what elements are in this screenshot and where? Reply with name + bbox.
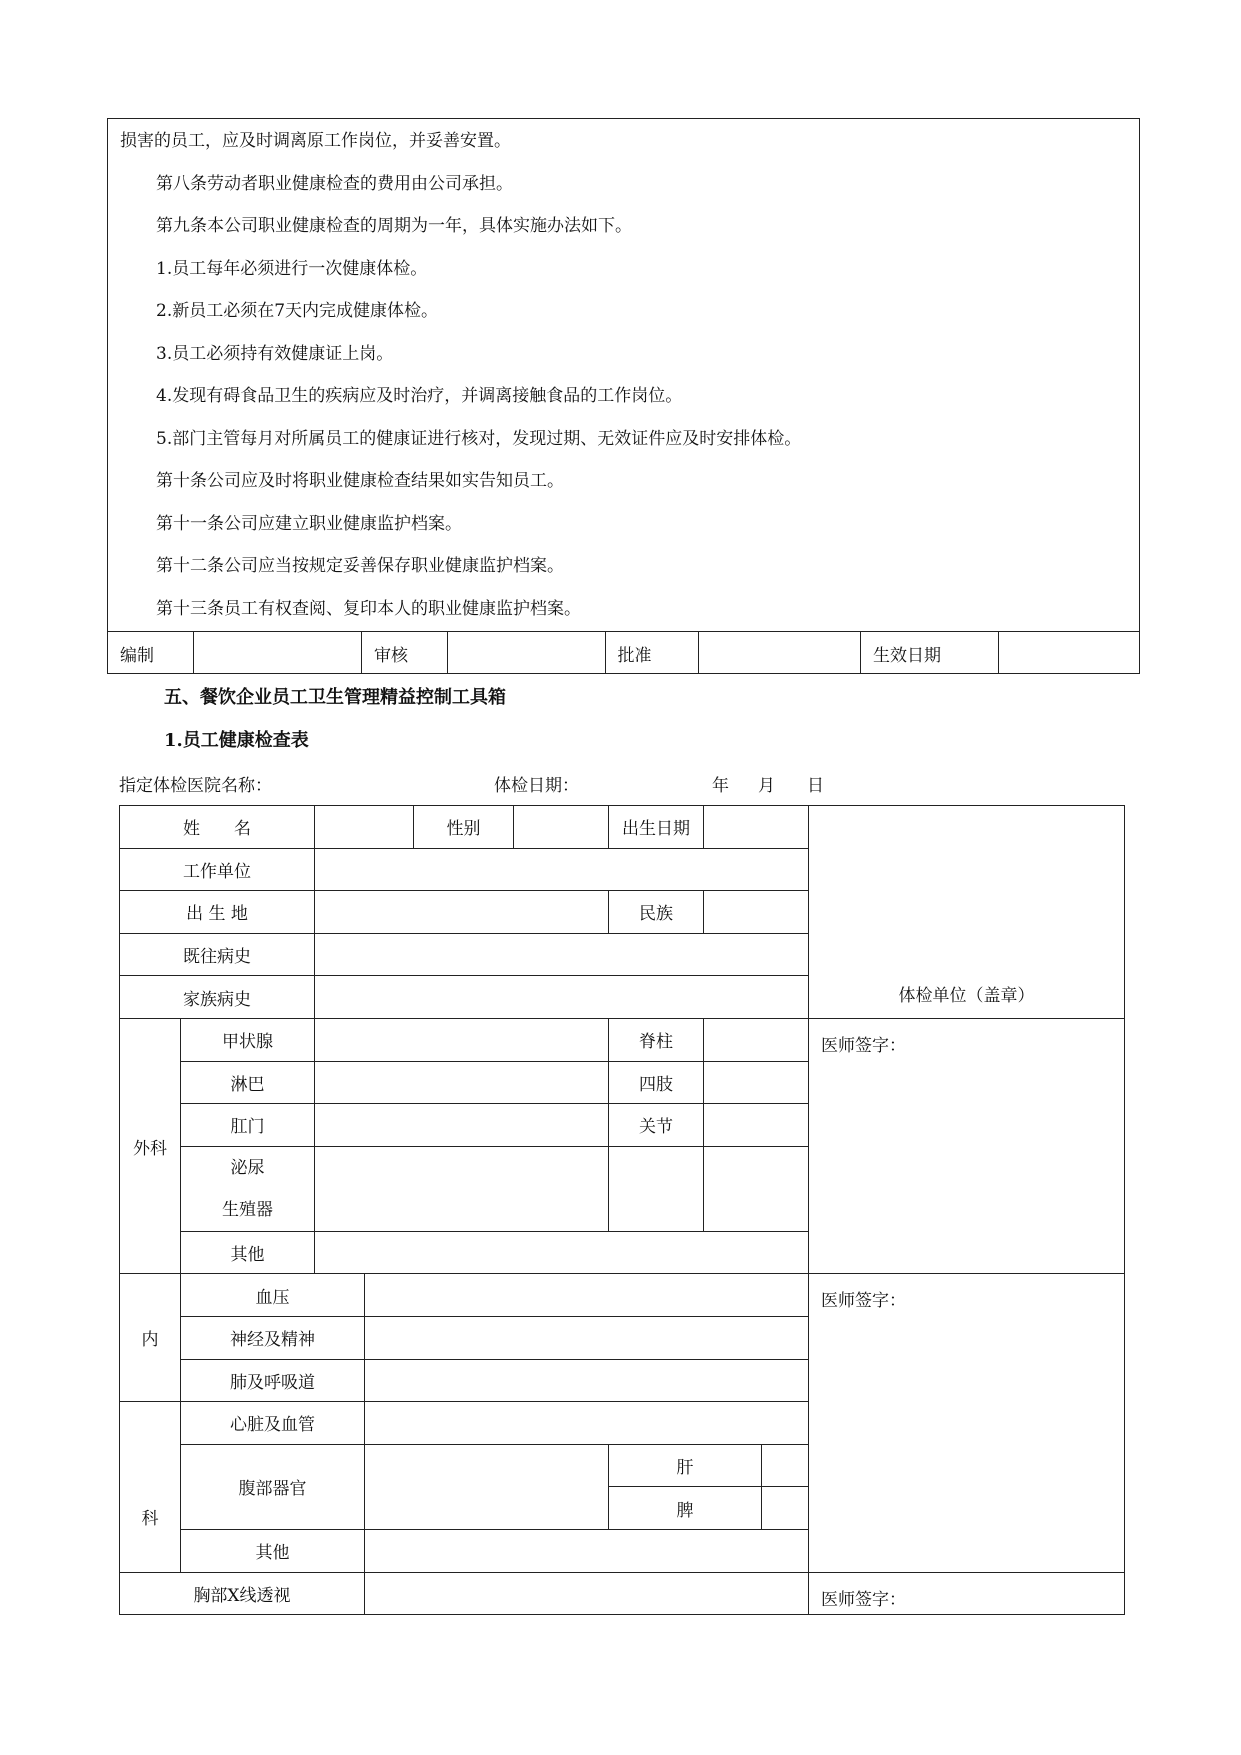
gender-label: 性别 (414, 806, 514, 849)
birthplace-field[interactable] (315, 891, 609, 934)
urogenital-field[interactable] (315, 1146, 609, 1231)
family-history-field[interactable] (315, 976, 809, 1019)
regulation-line: 第十二条公司应当按规定妥善保存职业健康监护档案。 (156, 556, 564, 576)
joints-label: 关节 (609, 1104, 704, 1147)
chest-xray-field[interactable] (365, 1572, 809, 1615)
sign-label-approver: 批准 (605, 632, 699, 675)
regulation-line: 4.发现有碍食品卫生的疾病应及时治疗，并调离接触食品的工作岗位。 (156, 386, 683, 406)
regulation-line: 第十一条公司应建立职业健康监护档案。 (156, 514, 462, 534)
lymph-label: 淋巴 (181, 1061, 315, 1104)
heart-field[interactable] (365, 1402, 809, 1445)
regulation-line: 5.部门主管每月对所属员工的健康证进行核对，发现过期、无效证件应及时安排体检。 (156, 429, 802, 449)
hospital-label: 指定体检医院名称： (119, 776, 272, 796)
regulation-line: 第十条公司应及时将职业健康检查结果如实告知员工。 (156, 471, 564, 491)
urogenital-extra-label (609, 1146, 704, 1231)
nerve-field[interactable] (365, 1316, 809, 1359)
regulation-line: 第九条本公司职业健康检查的周期为一年，具体实施办法如下。 (156, 216, 632, 236)
birth-date-field[interactable] (704, 806, 809, 849)
anus-field[interactable] (315, 1104, 609, 1147)
sign-field-reviewer[interactable] (447, 632, 605, 675)
joints-field[interactable] (704, 1104, 809, 1147)
blood-pressure-field[interactable] (365, 1274, 809, 1317)
regulation-box (107, 118, 1140, 674)
urinary-label: 泌尿 (230, 1157, 265, 1178)
birth-date-label: 出生日期 (609, 806, 704, 849)
anus-label: 肛门 (181, 1104, 315, 1147)
regulation-line: 2.新员工必须在7天内完成健康体检。 (156, 301, 439, 321)
sign-label-effective-date: 生效日期 (860, 632, 998, 675)
section-title: 五、餐饮企业员工卫生管理精益控制工具箱 (164, 687, 506, 708)
heart-label: 心脏及血管 (181, 1402, 365, 1445)
name-label: 姓 名 (120, 806, 315, 849)
family-history-label: 家族病史 (120, 976, 315, 1019)
spleen-field[interactable] (762, 1487, 809, 1530)
blood-pressure-label: 血压 (181, 1274, 365, 1317)
exam-date-label: 体检日期： (494, 776, 579, 796)
limbs-label: 四肢 (609, 1061, 704, 1104)
internal-label-bottom: 科 (120, 1402, 181, 1572)
abdomen-field[interactable] (365, 1444, 609, 1529)
genital-label: 生殖器 (222, 1199, 273, 1220)
spine-label: 脊柱 (609, 1018, 704, 1061)
urogenital-label (181, 1146, 315, 1231)
regulation-line: 损害的员工，应及时调离原工作岗位，并妥善安置。 (120, 131, 511, 151)
surgery-other-label: 其他 (181, 1231, 315, 1274)
thyroid-field[interactable] (315, 1018, 609, 1061)
thyroid-label: 甲状腺 (181, 1018, 315, 1061)
sign-field-editor[interactable] (194, 632, 362, 675)
approval-row (108, 631, 1139, 674)
name-field[interactable] (315, 806, 414, 849)
regulation-line: 1.员工每年必须进行一次健康体检。 (156, 259, 428, 279)
surgery-other-field[interactable] (315, 1231, 809, 1274)
sign-field-effective-date[interactable] (998, 632, 1139, 675)
work-unit-label: 工作单位 (120, 848, 315, 891)
gender-field[interactable] (514, 806, 609, 849)
ethnicity-field[interactable] (704, 891, 809, 934)
spleen-label: 脾 (609, 1487, 762, 1530)
sign-label-reviewer: 审核 (361, 632, 447, 675)
regulation-line: 第八条劳动者职业健康检查的费用由公司承担。 (156, 174, 513, 194)
lymph-field[interactable] (315, 1061, 609, 1104)
sign-label-editor: 编制 (108, 632, 194, 675)
month-label: 月 (758, 776, 775, 796)
ethnicity-label: 民族 (609, 891, 704, 934)
regulation-line: 第十三条员工有权查阅、复印本人的职业健康监护档案。 (156, 599, 581, 619)
liver-label: 肝 (609, 1444, 762, 1487)
abdomen-label: 腹部器官 (181, 1444, 365, 1529)
exam-unit-stamp: 体检单位（盖章） (809, 806, 1125, 1019)
year-label: 年 (712, 776, 729, 796)
internal-doctor-signature[interactable]: 医师签字： (809, 1274, 1125, 1572)
chest-xray-label: 胸部X线透视 (120, 1572, 365, 1615)
day-label: 日 (807, 776, 824, 796)
xray-doctor-signature[interactable]: 医师签字： (809, 1572, 1125, 1615)
internal-other-label: 其他 (181, 1529, 365, 1572)
lung-field[interactable] (365, 1359, 809, 1402)
past-history-field[interactable] (315, 933, 809, 976)
internal-other-field[interactable] (365, 1529, 809, 1572)
spine-field[interactable] (704, 1018, 809, 1061)
urogenital-extra-field[interactable] (704, 1146, 809, 1231)
nerve-label: 神经及精神 (181, 1316, 365, 1359)
lung-label: 肺及呼吸道 (181, 1359, 365, 1402)
health-check-form (119, 805, 1125, 1615)
past-history-label: 既往病史 (120, 933, 315, 976)
form-title: 1.员工健康检查表 (164, 730, 309, 751)
surgery-label: 外科 (120, 1018, 181, 1273)
birthplace-label: 出 生 地 (120, 891, 315, 934)
sign-field-approver[interactable] (699, 632, 861, 675)
limbs-field[interactable] (704, 1061, 809, 1104)
liver-field[interactable] (762, 1444, 809, 1487)
work-unit-field[interactable] (315, 848, 809, 891)
internal-label-top: 内 (120, 1274, 181, 1402)
surgery-doctor-signature[interactable]: 医师签字： (809, 1018, 1125, 1273)
regulation-line: 3.员工必须持有效健康证上岗。 (156, 344, 394, 364)
